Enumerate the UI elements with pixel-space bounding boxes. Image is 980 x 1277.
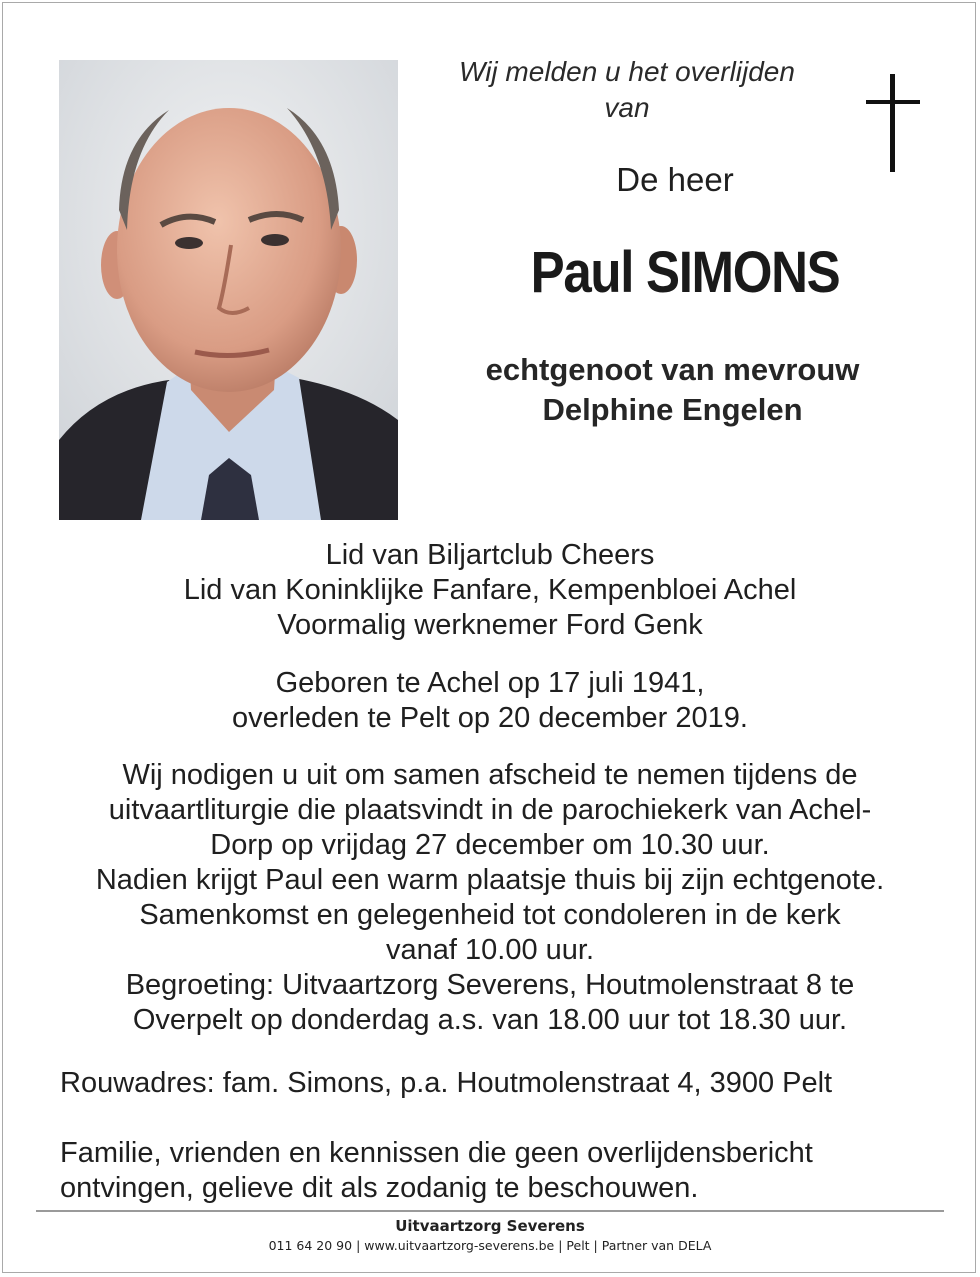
- invitation-line: Overpelt op donderdag a.s. van 18.00 uur tot 18.30 uur.: [132, 1004, 848, 1036]
- salutation: De heer: [616, 161, 734, 198]
- notice-line: Familie, vrienden en kennissen die geen overlijdensbericht: [60, 1137, 813, 1169]
- invitation-line: uitvaartliturgie die plaatsvindt in de parochiekerk van Achel-: [108, 794, 872, 826]
- cross-icon: [863, 74, 923, 172]
- funeral-invitation: [60, 758, 920, 1038]
- invitation-line: Begroeting: Uitvaartzorg Severens, Houtmolenstraat 8 te: [125, 969, 855, 1001]
- portrait-photo: [59, 60, 398, 520]
- death-line: overleden te Pelt op 20 december 2019.: [232, 702, 748, 734]
- membership-line: Voormalig werknemer Ford Genk: [277, 609, 703, 641]
- intro-line: Wij melden u het overlijden: [459, 56, 795, 87]
- life-dates: [0, 666, 980, 736]
- invitation-line: Samenkomst en gelegenheid tot condoleren in de kerk: [139, 899, 841, 931]
- announcement-intro: [420, 54, 834, 126]
- footer-company: Uitvaartzorg Severens: [395, 1217, 585, 1235]
- invitation-line: vanaf 10.00 uur.: [386, 934, 594, 966]
- memberships: [0, 538, 980, 643]
- spouse-info: [420, 350, 925, 430]
- membership-line: Lid van Biljartclub Cheers: [325, 539, 655, 571]
- invitation-line: Dorp op vrijdag 27 december om 10.30 uur.: [210, 829, 770, 861]
- spouse-line: echtgenoot van mevrouw: [485, 352, 860, 387]
- intro-line: van: [604, 92, 650, 123]
- notice-line: ontvingen, gelieve dit als zodanig te beschouwen.: [60, 1172, 699, 1204]
- mourning-address: Rouwadres: fam. Simons, p.a. Houtmolenstraat 4, 3900 Pelt: [60, 1067, 833, 1099]
- birth-line: Geboren te Achel op 17 juli 1941,: [275, 667, 705, 699]
- deceased-name: Paul SIMONS: [530, 240, 840, 305]
- footer-contact: 011 64 20 90 | www.uitvaartzorg-severens.be | Pelt | Partner van DELA: [268, 1238, 712, 1253]
- footer-divider: [36, 1210, 944, 1212]
- spouse-name: Delphine Engelen: [542, 392, 803, 427]
- invitation-line: Nadien krijgt Paul een warm plaatsje thuis bij zijn echtgenote.: [95, 864, 885, 896]
- membership-line: Lid van Koninklijke Fanfare, Kempenbloei Achel: [183, 574, 797, 606]
- invitation-line: Wij nodigen u uit om samen afscheid te nemen tijdens de: [122, 759, 858, 791]
- notice-text: [60, 1136, 940, 1206]
